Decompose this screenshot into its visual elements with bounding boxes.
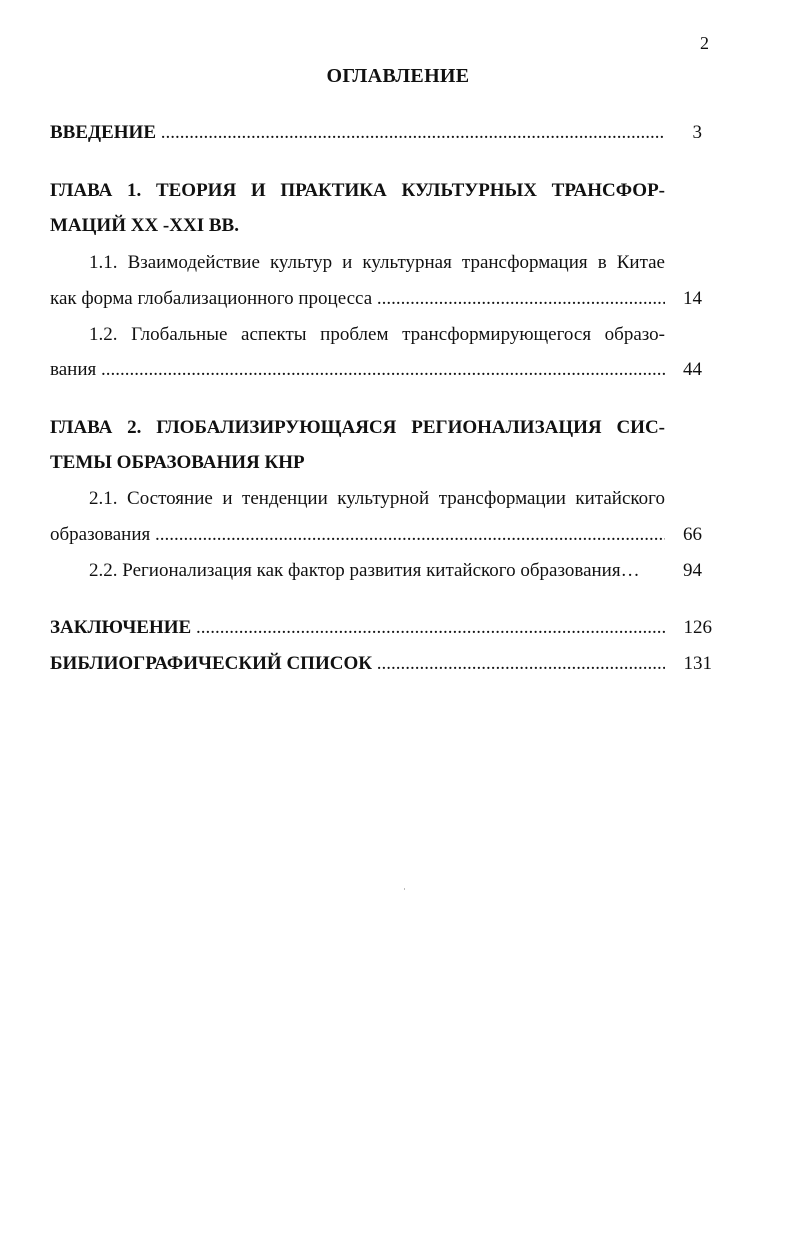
scan-speck (404, 888, 405, 890)
toc-page-1-1: 14 (683, 288, 702, 309)
toc-entry-bibliography[interactable]: БИБЛИОГРАФИЧЕСКИЙ СПИСОК ..... (50, 652, 665, 676)
section-2-1-line-1[interactable]: 2.1. Состояние и тенденции культурной трансформации китайского (89, 488, 665, 509)
section-2-2-line-1[interactable]: 2.2. Регионализация как фактор развития китайского образования… (89, 560, 640, 581)
chapter-1-heading-line-2[interactable]: МАЦИЙ ХХ -XXI ВВ. (50, 215, 239, 236)
chapter-2-heading-line-1[interactable]: ГЛАВА 2. ГЛОБАЛИЗИРУЮЩАЯСЯ РЕГИОНАЛИЗАЦИЯ СИС- (50, 417, 665, 438)
chapter-2-heading-line-2[interactable]: ТЕМЫ ОБРАЗОВАНИЯ КНР (50, 452, 305, 473)
toc-page-conclusion: 126 (683, 617, 712, 638)
toc-page-bibliography: 131 (683, 653, 712, 674)
page-number: 2 (700, 33, 709, 53)
toc-entry-conclusion[interactable]: ЗАКЛЮЧЕНИЕ ..... (50, 616, 665, 640)
section-2-1-line-2[interactable]: образования ..... (50, 523, 665, 547)
toc-entry-intro[interactable]: ВВЕДЕНИЕ ..... (50, 121, 665, 145)
section-1-2-line-1[interactable]: 1.2. Глобальные аспекты проблем трансформирующегося образо- (89, 324, 665, 345)
section-1-1-line-2[interactable]: как форма глобализационного процесса ..... (50, 287, 665, 311)
toc-page-1-2: 44 (683, 359, 702, 380)
toc-page-intro: 3 (692, 122, 702, 143)
toc-page-2-2: 94 (683, 560, 702, 581)
section-1-2-line-2[interactable]: вания ..... (50, 358, 665, 382)
chapter-1-heading-line-1[interactable]: ГЛАВА 1. ТЕОРИЯ И ПРАКТИКА КУЛЬТУРНЫХ ТРАНСФОР- (50, 180, 665, 201)
toc-page-2-1: 66 (683, 524, 702, 545)
section-1-1-line-1[interactable]: 1.1. Взаимодействие культур и культурная трансформация в Китае (89, 252, 665, 273)
page-title: ОГЛАВЛЕНИЕ (326, 65, 470, 87)
